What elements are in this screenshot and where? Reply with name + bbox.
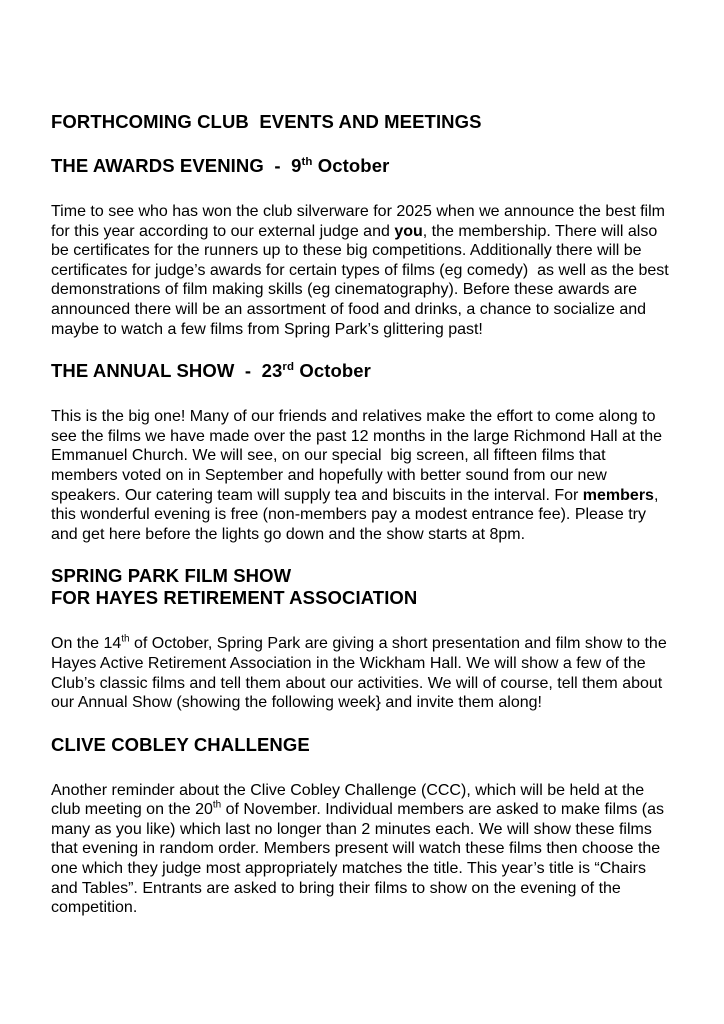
section-clive-cobley-challenge <box>51 734 676 918</box>
section-paragraph-annual-show: This is the big one! Many of our friends and relatives make the effort to come along to see the films we have made over the past 12 months in the large Richmond Hall at the Emmanuel Church. We will see, on our special big screen, all fifteen films that members voted on in September and hopefully with better sound from our new speakers. Our catering team will supply tea and biscuits in the interval. For members, this wonderful evening is free (non-members pay a modest entrance fee). Please try and get here before the lights go down and the show starts at 8pm. <box>51 408 667 543</box>
section-awards-evening <box>51 155 676 339</box>
section-heading-clive-cobley-challenge: CLIVE COBLEY CHALLENGE <box>51 733 310 755</box>
section-paragraph-clive-cobley-challenge: Another reminder about the Clive Cobley Challenge (CCC), which will be held at the club meeting on the 20th of November. Individual members are asked to make films (as many as you like) which last no longer than 2 minutes each. We will show these films that evening in random order. Members present will watch these films then choose the one which they judge most appropriately matches the title. This year’s title is “Chairs and Tables”. Entrants are asked to bring their films to show on the evening of the competition. <box>51 781 669 917</box>
section-paragraph-awards-evening: Time to see who has won the club silverware for 2025 when we announce the best film for this year according to our external judge and you, the membership. There will also be certificates for the runners up to these big competitions. Additionally there will be certificates for judge’s awards for certain types of films (eg comedy) as well as the best demonstrations of film making skills (eg cinematography). Before these awards are announced there will be an assortment of food and drinks, a chance to socialize and maybe to watch a few films from Spring Park’s glittering past! <box>51 203 674 338</box>
section-paragraph-spring-park-film-show: On the 14th of October, Spring Park are giving a short presentation and film show to the Hayes Active Retirement Association in the Wickham Hall. We will show a few of the Club’s classic films and tell them about our activities. We will of course, tell them about our Annual Show (showing the following week} and invite them along! <box>51 633 672 712</box>
section-heading-annual-show: THE ANNUAL SHOW - 23rd October <box>51 360 371 382</box>
section-heading-spring-park-film-show: SPRING PARK FILM SHOW FOR HAYES RETIREMENT ASSOCIATION <box>51 565 418 609</box>
page-title: FORTHCOMING CLUB EVENTS AND MEETINGS <box>51 111 482 132</box>
section-heading-awards-evening: THE AWARDS EVENING - 9th October <box>51 155 390 176</box>
section-annual-show <box>51 360 676 544</box>
section-spring-park-film-show <box>51 565 676 712</box>
